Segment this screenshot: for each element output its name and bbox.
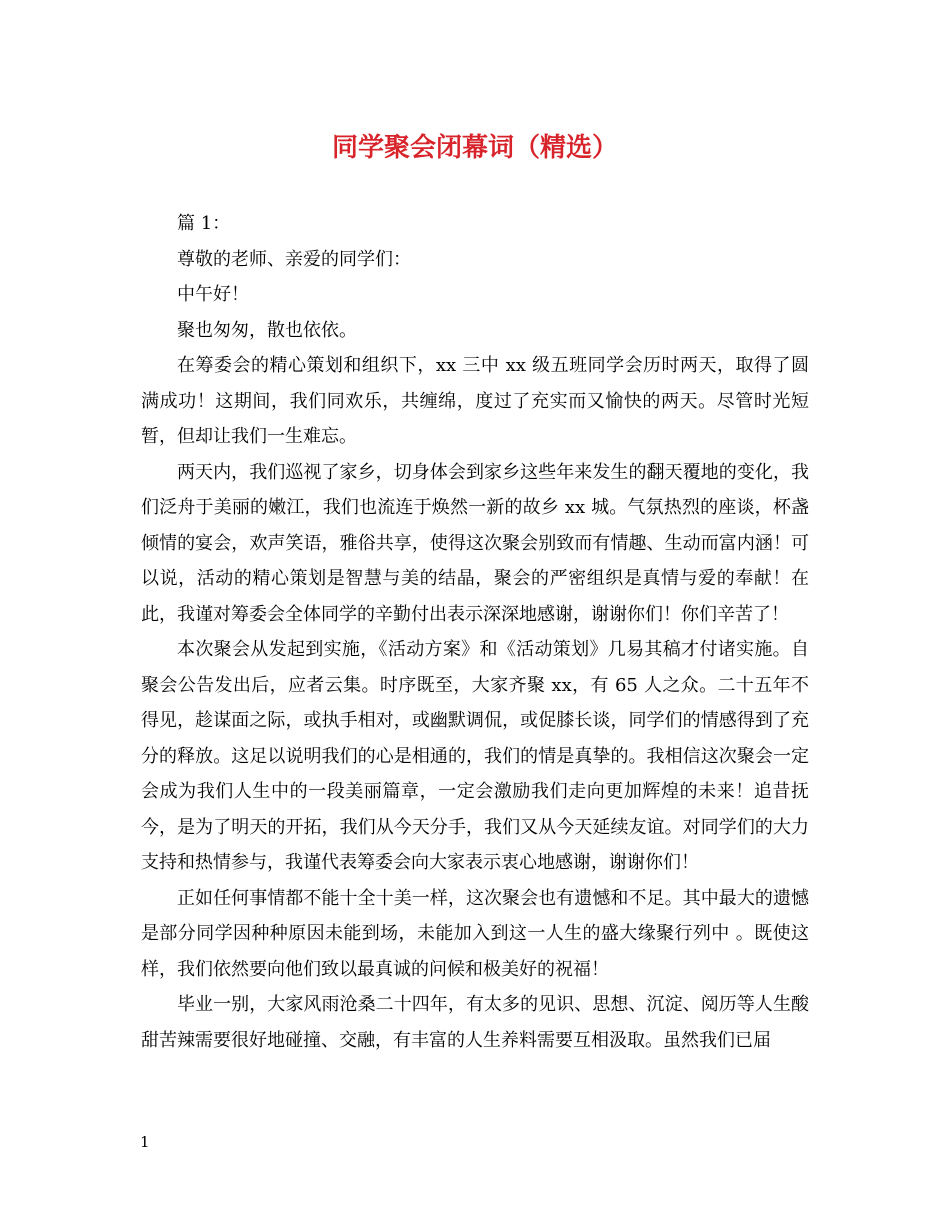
paragraph-body: 两天内，我们巡视了家乡，切身体会到家乡这些年来发生的翻天覆地的变化，我们泛舟于美丽的嫩江，我们也流连于焕然一新的故乡 xx 城。气氛热烈的座谈，杯盏倾情的宴会，欢声笑语，雅俗共享，使得这次聚会别致而有情趣、生动而富内涵！可以说，活动的精心策划是智慧与美的结晶，聚会的严密组织是真情与爱的奉献！在此，我谨对筹委会全体同学的辛勤付出表示深深地感谢，谢谢你们！你们辛苦了！ [141,461,809,625]
paragraph-salutation: 尊敬的老师、亲爱的同学们： [177,248,411,270]
paragraph-body: 毕业一别，大家风雨沧桑二十四年，有太多的见识、思想、沉淀、阅历等人生酸甜苦辣需要很好地碰撞、交融，有丰富的人生养料需要互相汲取。虽然我们已届 [141,994,809,1051]
paragraph-section-label: 篇 1： [177,213,231,234]
document-body [141,206,809,1058]
paragraph-body: 在筹委会的精心策划和组织下，xx 三中 xx 级五班同学会历时两天，取得了圆满成功！这期间，我们同欢乐，共缠绵，度过了充实而又愉快的两天。尽管时光短暂，但却让我们一生难忘。 [141,355,809,447]
paragraph-greeting: 中午好！ [177,284,249,305]
paragraph-body: 本次聚会从发起到实施，《活动方案》和《活动策划》几易其稿才付诸实施。自聚会公告发出后，应者云集。时序既至，大家齐聚 xx，有 65 人之众。二十五年不得见，趁谋面之际，或执手相对，或幽默调侃，或促膝长谈，同学们的情感得到了充分的释放。这足以说明我们的心是相通的，我们的情是真挚的。我相信这次聚会一定会成为我们人生中的一段美丽篇章，一定会激励我们走向更加辉煌的未来！追昔抚今，是为了明天的开拓，我们从今天分手，我们又从今天延续友谊。对同学们的大力支持和热情参与，我谨代表筹委会向大家表示衷心地感谢，谢谢你们！ [141,639,809,873]
paragraph-opening-line: 聚也匆匆，散也依依。 [177,319,357,341]
page-number: 1 [140,1133,150,1151]
document-title: 同学聚会闭幕词（精选） [331,133,618,163]
paragraph-body: 正如任何事情都不能十全十美一样，这次聚会也有遗憾和不足。其中最大的遗憾是部分同学因种种原因未能到场，未能加入到这一人生的盛大缘聚行列中 。既使这样，我们依然要向他们致以最真诚的问候和极美好的祝福！ [141,887,809,980]
